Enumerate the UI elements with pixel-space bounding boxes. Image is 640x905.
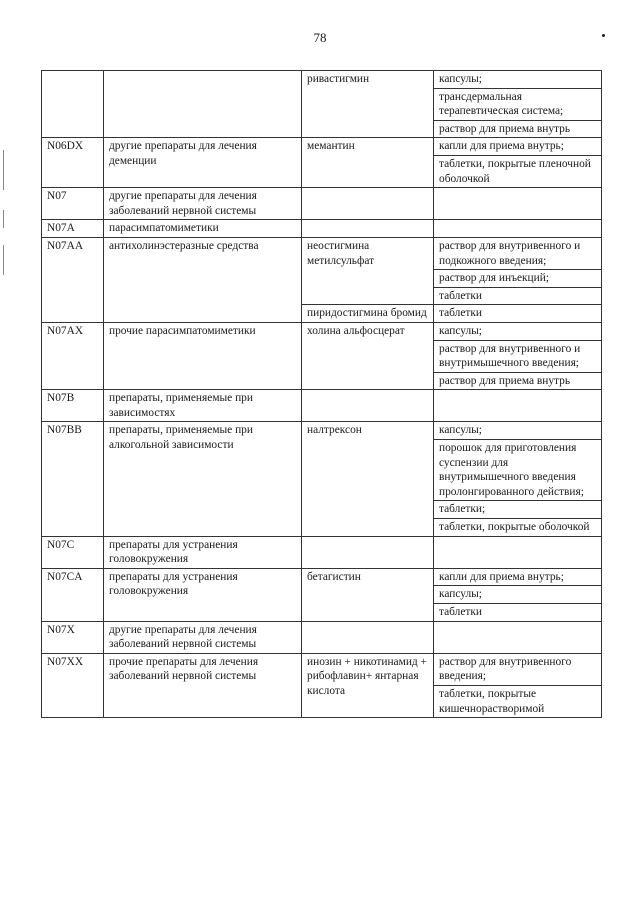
- atc-code: N07XX: [42, 653, 104, 717]
- dosage-form: [434, 390, 602, 422]
- dosage-form: раствор для внутривенного и внутримышечного введения;: [434, 340, 602, 372]
- drug-list-table: [41, 70, 602, 718]
- atc-code: N07B: [42, 390, 104, 422]
- dosage-form: капсулы;: [434, 71, 602, 89]
- substance-name: [302, 621, 434, 653]
- atc-code: N07CA: [42, 568, 104, 621]
- scan-edge-mark: [3, 245, 4, 275]
- dosage-form: таблетки, покрытые оболочкой: [434, 519, 602, 537]
- dosage-form: таблетки, покрытые пленочной оболочкой: [434, 155, 602, 187]
- group-name: прочие парасимпатомиметики: [104, 322, 302, 389]
- table-row: [42, 536, 602, 568]
- dosage-form: капсулы;: [434, 586, 602, 604]
- atc-code: N07: [42, 188, 104, 220]
- dosage-form: раствор для приема внутрь: [434, 372, 602, 390]
- substance-name: бетагистин: [302, 568, 434, 621]
- dosage-form: таблетки: [434, 287, 602, 305]
- substance-name: [302, 188, 434, 220]
- page-number: 78: [313, 30, 327, 45]
- substance-name: неостигмина метилсульфат: [302, 237, 434, 304]
- table-row: [42, 653, 602, 685]
- group-name: препараты, применяемые при зависимостях: [104, 390, 302, 422]
- dosage-form: раствор для инъекций;: [434, 270, 602, 288]
- dosage-form: раствор для внутривенного и подкожного введения;: [434, 237, 602, 269]
- dosage-form: таблетки: [434, 305, 602, 323]
- table-row: [42, 621, 602, 653]
- dosage-form: таблетки, покрытые кишечнорастворимой: [434, 685, 602, 717]
- dosage-form: [434, 536, 602, 568]
- dosage-form: раствор для приема внутрь: [434, 120, 602, 138]
- dosage-form: таблетки;: [434, 501, 602, 519]
- table-row: [42, 237, 602, 269]
- dosage-form: трансдермальная терапевтическая система;: [434, 88, 602, 120]
- substance-name: холина альфосцерат: [302, 322, 434, 389]
- table-row: [42, 220, 602, 238]
- group-name: другие препараты для лечения заболеваний нервной системы: [104, 621, 302, 653]
- dosage-form: капли для приема внутрь;: [434, 138, 602, 156]
- atc-code: [42, 71, 104, 138]
- substance-name: ривастигмин: [302, 71, 434, 138]
- substance-name: [302, 390, 434, 422]
- group-name: [104, 71, 302, 138]
- substance-name: инозин + никотинамид + рибофлавин+ янтарная кислота: [302, 653, 434, 717]
- group-name: парасимпатомиметики: [104, 220, 302, 238]
- substance-name: мемантин: [302, 138, 434, 188]
- dosage-form: [434, 220, 602, 238]
- group-name: препараты, применяемые при алкогольной зависимости: [104, 422, 302, 536]
- substance-name: налтрексон: [302, 422, 434, 536]
- table-row: [42, 71, 602, 89]
- dosage-form: капсулы;: [434, 322, 602, 340]
- substance-name: [302, 536, 434, 568]
- atc-code: N07BB: [42, 422, 104, 536]
- dosage-form: порошок для приготовления суспензии для внутримышечного введения пролонгированного действия;: [434, 440, 602, 501]
- atc-code: N07C: [42, 536, 104, 568]
- group-name: препараты для устранения головокружения: [104, 536, 302, 568]
- substance-name: [302, 220, 434, 238]
- group-name: прочие препараты для лечения заболеваний нервной системы: [104, 653, 302, 717]
- group-name: другие препараты для лечения заболеваний нервной системы: [104, 188, 302, 220]
- scan-edge-mark: [3, 150, 4, 190]
- table-row: [42, 390, 602, 422]
- scan-edge-mark: [3, 210, 4, 228]
- dosage-form: капсулы;: [434, 422, 602, 440]
- group-name: другие препараты для лечения деменции: [104, 138, 302, 188]
- substance-name: пиридостигмина бромид: [302, 305, 434, 323]
- dosage-form: таблетки: [434, 604, 602, 622]
- scan-speck: [602, 34, 605, 37]
- dosage-form: капли для приема внутрь;: [434, 568, 602, 586]
- dosage-form: раствор для внутривенного введения;: [434, 653, 602, 685]
- table-row: [42, 568, 602, 586]
- dosage-form: [434, 188, 602, 220]
- group-name: антихолинэстеразные средства: [104, 237, 302, 322]
- dosage-form: [434, 621, 602, 653]
- table-row: [42, 188, 602, 220]
- table-row: [42, 322, 602, 340]
- atc-code: N07AX: [42, 322, 104, 389]
- table-row: [42, 422, 602, 440]
- group-name: препараты для устранения головокружения: [104, 568, 302, 621]
- atc-code: N07A: [42, 220, 104, 238]
- atc-code: N07AA: [42, 237, 104, 322]
- table-row: [42, 138, 602, 156]
- drug-list-body: [42, 71, 602, 718]
- atc-code: N06DX: [42, 138, 104, 188]
- atc-code: N07X: [42, 621, 104, 653]
